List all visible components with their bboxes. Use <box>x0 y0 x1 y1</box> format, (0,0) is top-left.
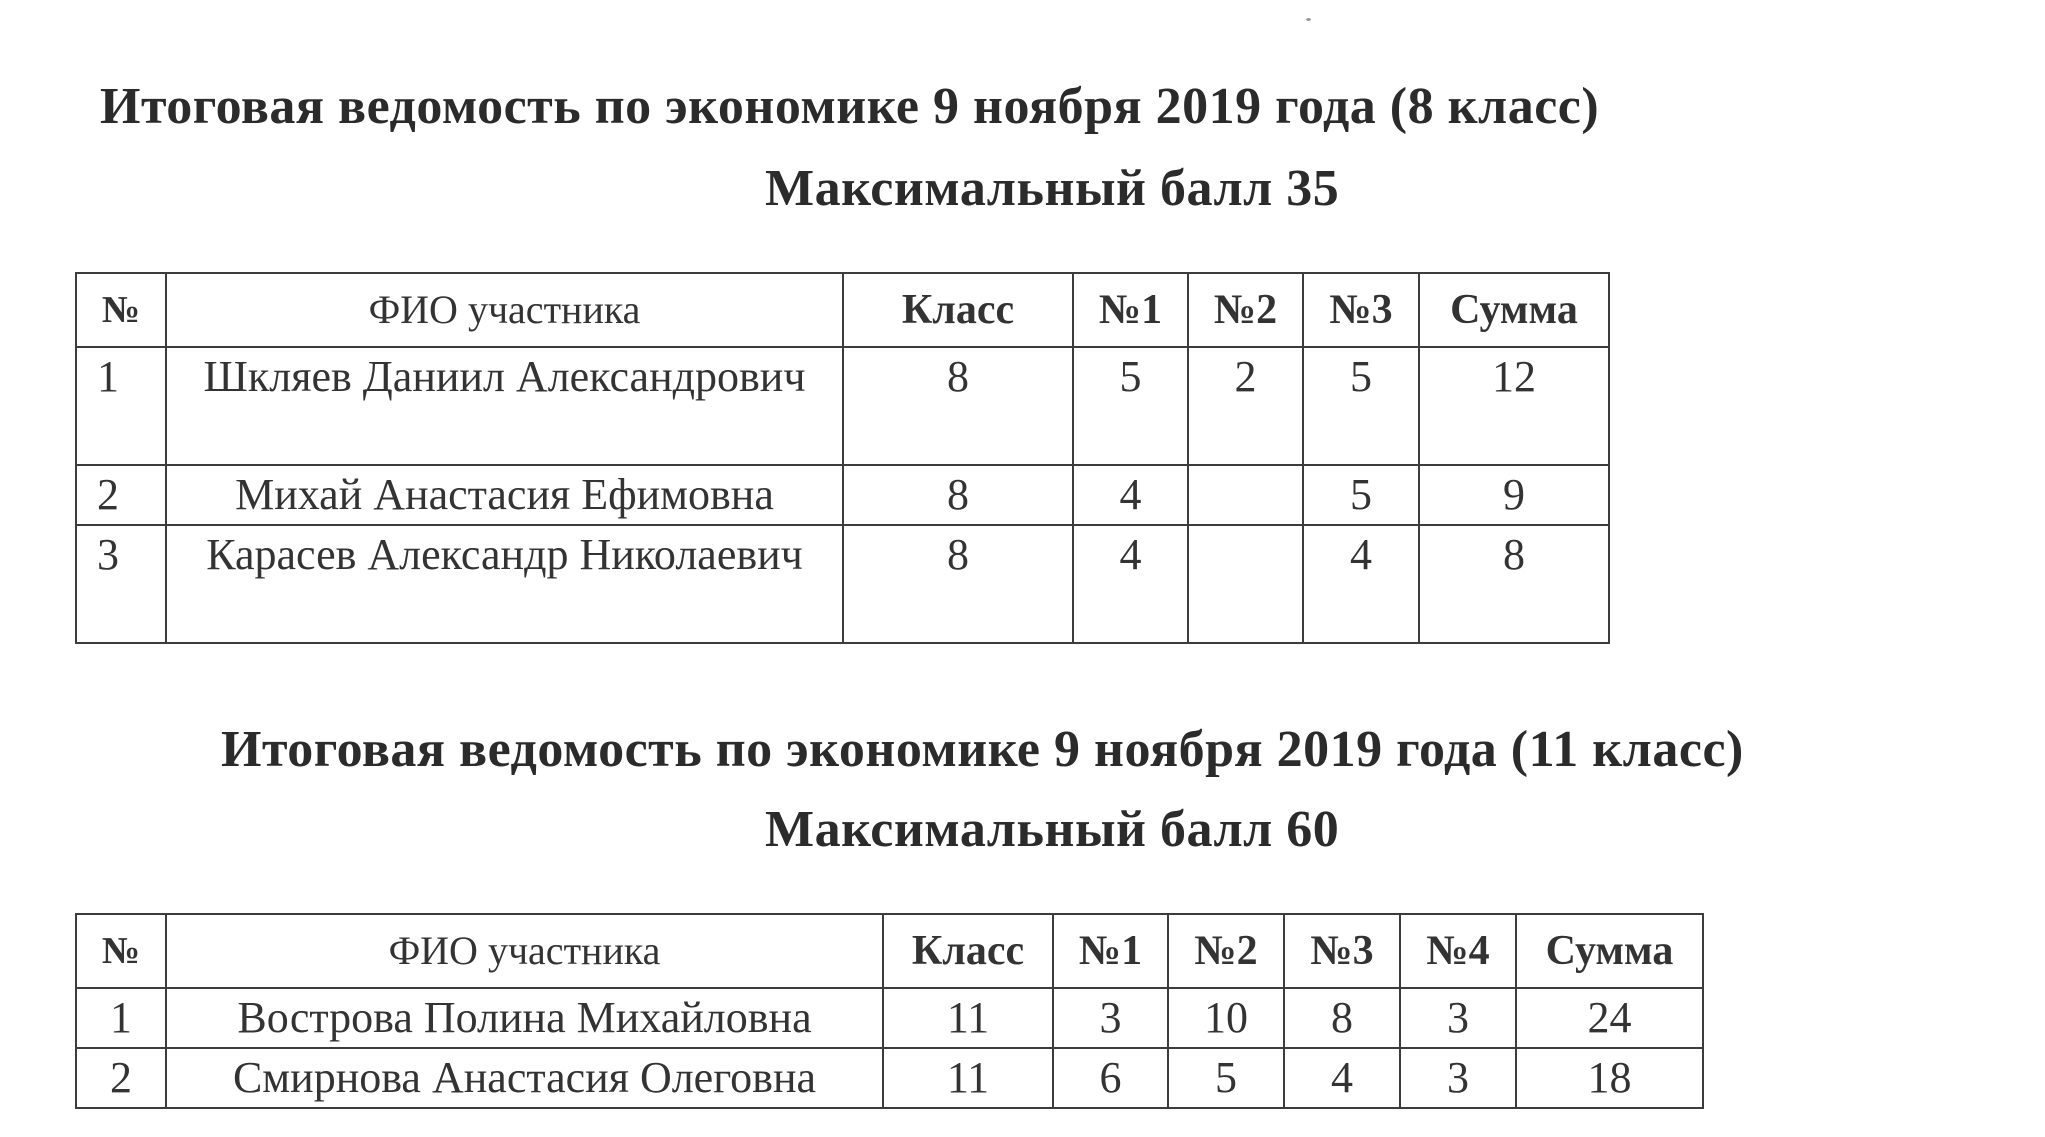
header-number: № <box>76 914 166 988</box>
header-task-1: №1 <box>1053 914 1168 988</box>
table-row <box>76 347 1609 465</box>
row-number: 3 <box>76 525 166 643</box>
row-number: 1 <box>76 988 166 1048</box>
sum-cell: 12 <box>1419 347 1609 465</box>
sum-cell: 18 <box>1516 1048 1703 1108</box>
table-row <box>76 1048 1703 1108</box>
task-3-score: 4 <box>1303 525 1419 643</box>
task-1-score: 4 <box>1073 465 1188 525</box>
header-grade: Класс <box>883 914 1053 988</box>
header-sum: Сумма <box>1516 914 1703 988</box>
participant-name: Смирнова Анастасия Олеговна <box>166 1048 883 1108</box>
scan-speck <box>1306 18 1311 21</box>
header-task-2: №2 <box>1168 914 1284 988</box>
participant-name: Вострова Полина Михайловна <box>166 988 883 1048</box>
grade-cell: 8 <box>843 347 1073 465</box>
task-3-score: 5 <box>1303 347 1419 465</box>
table-row <box>76 988 1703 1048</box>
header-name: ФИО участника <box>166 273 843 347</box>
grade-cell: 11 <box>883 1048 1053 1108</box>
task-2-score: 2 <box>1188 347 1303 465</box>
participant-name: Шкляев Даниил Александрович <box>166 347 843 465</box>
task-2-score <box>1188 465 1303 525</box>
header-task-4: №4 <box>1400 914 1516 988</box>
participant-name: Карасев Александр Николаевич <box>166 525 843 643</box>
grade-cell: 8 <box>843 525 1073 643</box>
grade-cell: 8 <box>843 465 1073 525</box>
header-task-1: №1 <box>1073 273 1188 347</box>
table-header-row <box>76 273 1609 347</box>
results-table-grade-11 <box>75 913 1704 1109</box>
row-number: 2 <box>76 1048 166 1108</box>
header-task-3: №3 <box>1284 914 1400 988</box>
row-number: 1 <box>76 347 166 465</box>
task-2-score <box>1188 525 1303 643</box>
task-4-score: 3 <box>1400 1048 1516 1108</box>
participant-name: Михай Анастасия Ефимовна <box>166 465 843 525</box>
header-grade: Класс <box>843 273 1073 347</box>
task-1-score: 4 <box>1073 525 1188 643</box>
header-name: ФИО участника <box>166 914 883 988</box>
row-number: 2 <box>76 465 166 525</box>
header-sum: Сумма <box>1419 273 1609 347</box>
task-3-score: 8 <box>1284 988 1400 1048</box>
header-task-2: №2 <box>1188 273 1303 347</box>
table-row <box>76 525 1609 643</box>
sheet-8-title: Итоговая ведомость по экономике 9 ноября 2019 года (8 класс) <box>100 78 1600 135</box>
sum-cell: 24 <box>1516 988 1703 1048</box>
task-1-score: 5 <box>1073 347 1188 465</box>
task-3-score: 4 <box>1284 1048 1400 1108</box>
results-table-grade-8 <box>75 272 1610 644</box>
task-1-score: 3 <box>1053 988 1168 1048</box>
sheet-8-max-score: Максимальный балл 35 <box>765 160 1340 217</box>
sheet-11-title: Итоговая ведомость по экономике 9 ноября 2019 года (11 класс) <box>221 721 1744 778</box>
sum-cell: 8 <box>1419 525 1609 643</box>
header-number: № <box>76 273 166 347</box>
grade-cell: 11 <box>883 988 1053 1048</box>
sum-cell: 9 <box>1419 465 1609 525</box>
task-2-score: 10 <box>1168 988 1284 1048</box>
task-3-score: 5 <box>1303 465 1419 525</box>
task-2-score: 5 <box>1168 1048 1284 1108</box>
table-row <box>76 465 1609 525</box>
task-1-score: 6 <box>1053 1048 1168 1108</box>
sheet-11-max-score: Максимальный балл 60 <box>765 801 1340 858</box>
task-4-score: 3 <box>1400 988 1516 1048</box>
header-task-3: №3 <box>1303 273 1419 347</box>
table-header-row <box>76 914 1703 988</box>
